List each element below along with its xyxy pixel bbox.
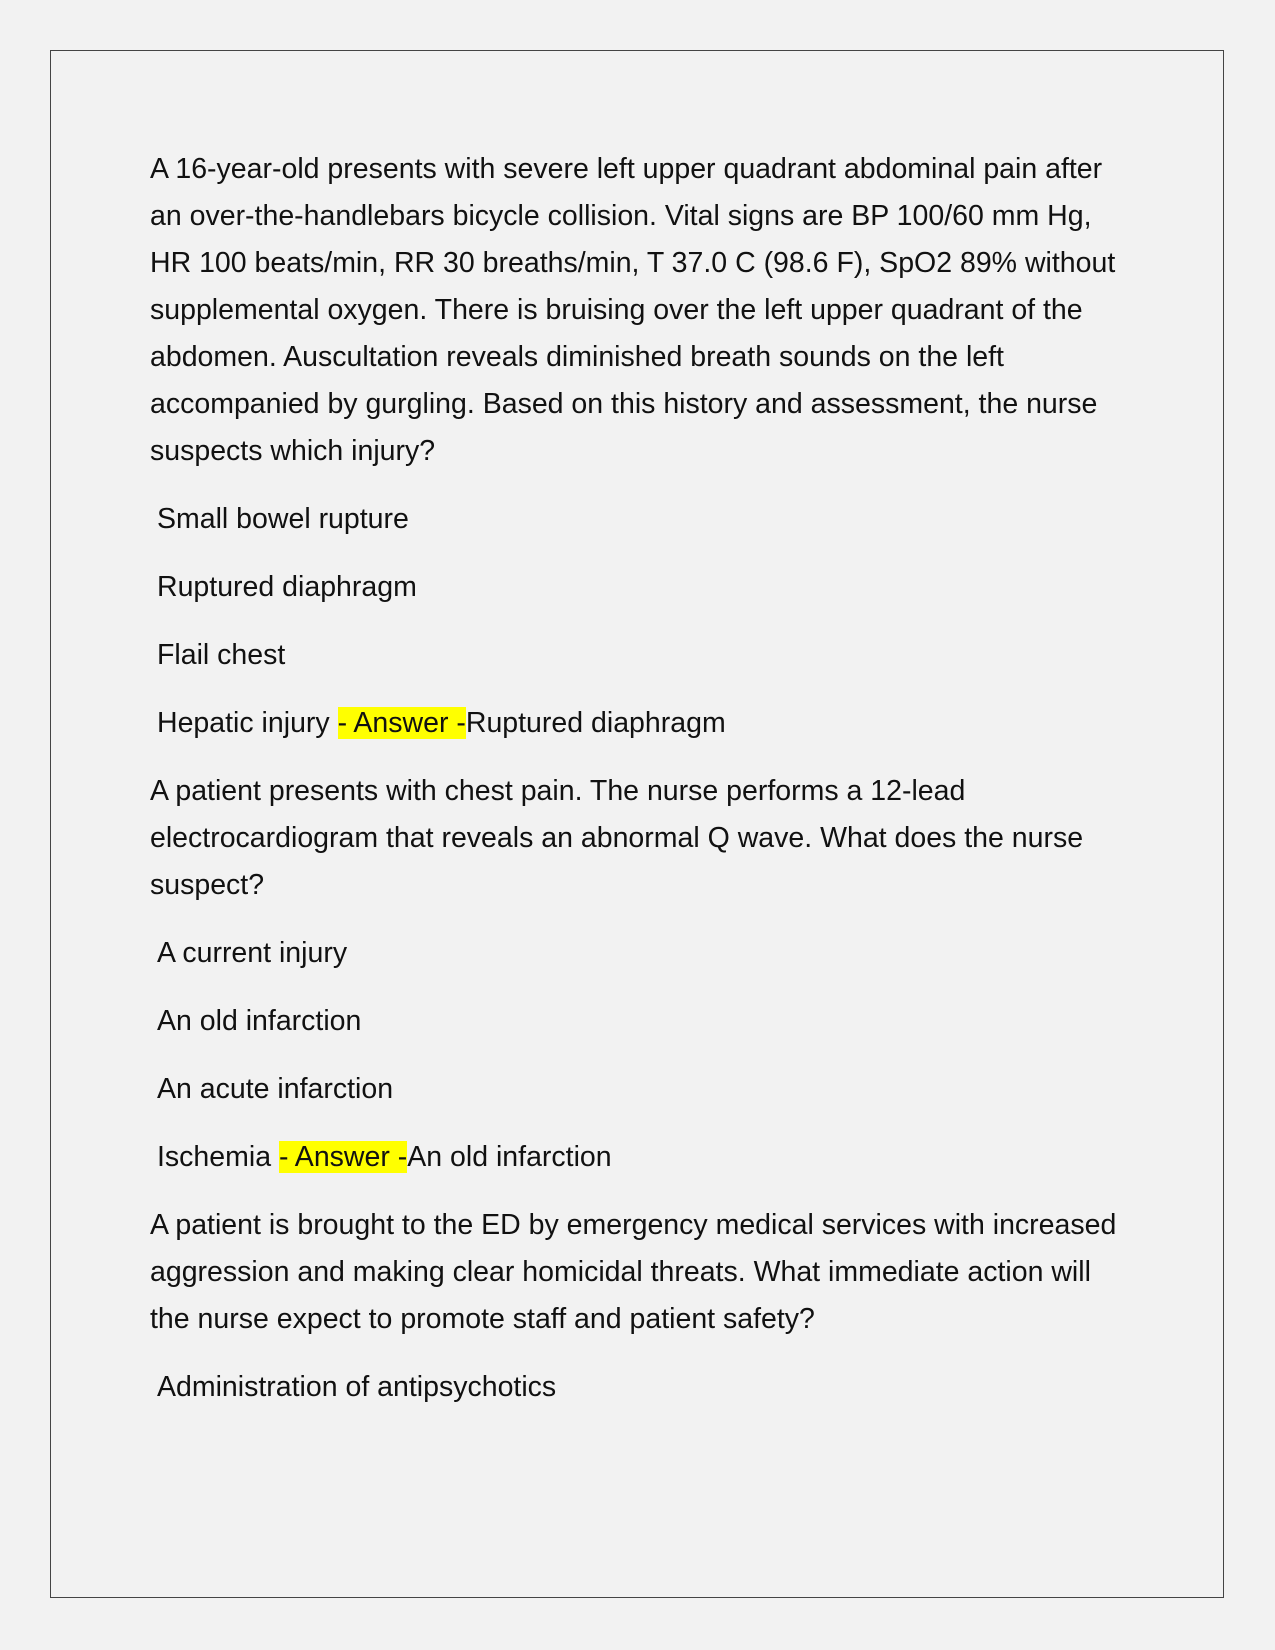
answer-option: A current injury — [157, 937, 348, 969]
question-text: A patient is brought to the ED by emergency medical services with increased aggression and making clear homicidal threats. What immediate action will the nurse expect to promote staff and patient safety? — [150, 1209, 1117, 1335]
correct-answer: An old infarction — [407, 1141, 612, 1173]
question-text: A patient presents with chest pain. The nurse performs a 12-lead electrocardiogram that reveals an abnormal Q wave. What does the nurse suspect? — [150, 775, 1084, 901]
answer-option: Small bowel rupture — [157, 503, 409, 535]
question-text: A 16-year-old presents with severe left upper quadrant abdominal pain after an over-the-handlebars bicycle collision. Vital signs are BP 100/60 mm Hg, HR 100 beats/min, RR 30 breaths/min, T 37.0 C (98.6 F), SpO2 89% without supplemental oxygen. There is bruising over the left upper quadrant of the abdomen. Auscultation reveals diminished breath sounds on the left accompanied by gurgling. Based on this history and assessment, the nurse suspects which injury? — [150, 153, 1116, 467]
answer-option-text: Ischemia — [157, 1141, 272, 1173]
answer-option: Administration of antipsychotics — [157, 1371, 557, 1403]
answer-option: An old infarction — [157, 1005, 362, 1037]
correct-answer: Ruptured diaphragm — [465, 707, 726, 739]
answer-option: Ruptured diaphragm — [157, 571, 417, 603]
question-block — [150, 1202, 1130, 1411]
answer-option: Flail chest — [157, 639, 286, 671]
answer-marker-highlight: - Answer - — [337, 707, 466, 739]
document-body — [150, 146, 1130, 1432]
question-block — [150, 768, 1130, 1181]
question-block — [150, 146, 1130, 747]
answer-option: An acute infarction — [157, 1073, 394, 1105]
answer-marker-highlight: - Answer - — [278, 1141, 408, 1173]
answer-option-text: Hepatic injury — [157, 707, 330, 739]
answer-option-with-answer — [157, 700, 1130, 747]
answer-option-with-answer — [157, 1134, 1130, 1181]
